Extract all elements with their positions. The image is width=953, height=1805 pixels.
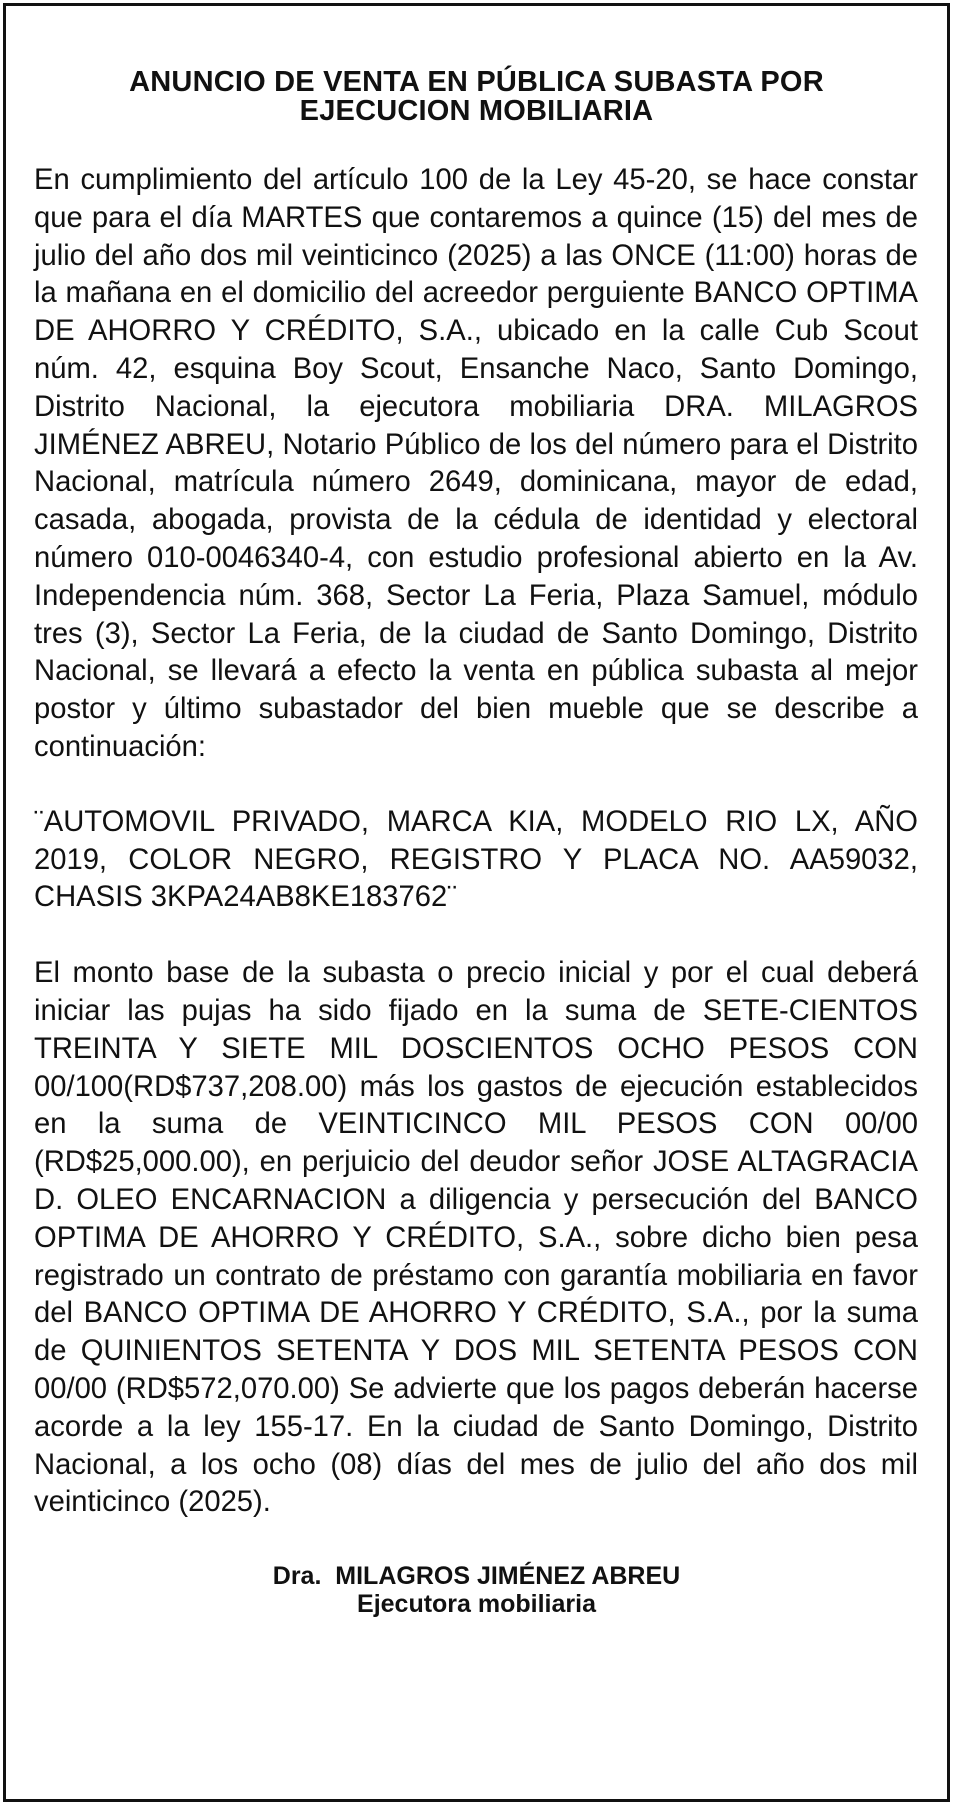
paragraph-amounts: El monto base de la subasta o precio inicial y por el cual deberá iniciar las pujas ha sido fijado en la suma de SETE-CIENTOS TREINTA Y SIETE MIL DOSCIENTOS OCHO PESOS CON 00/100(RD$737,208.00) más los gastos de ejecución establecidos en la suma de VEINTICINCO MIL PESOS CON 00/00 (RD$25,000.00), en perjuicio del deudor señor JOSE ALTAGRACIA D. OLEO ENCARNACION a diligencia y persecución del BANCO OPTIMA DE AHORRO Y CRÉDITO, S.A., sobre dicho bien pesa registrado un contrato de préstamo con garantía mobiliaria en favor del BANCO OPTIMA DE AHORRO Y CRÉDITO, S.A., por la suma de QUINIENTOS SETENTA Y DOS MIL SETENTA PESOS CON 00/00 (RD$572,070.00) Se advierte que los pagos deberán hacerse acorde a la ley 155-17. En la ciudad de Santo Domingo, Distrito Nacional, a los ocho (08) días del mes de julio del año dos mil veinticinco (2025). [34,957,918,1519]
notice-title [46,68,907,126]
signature-block [6,1562,947,1618]
notice-body [34,162,918,1522]
notice-box [3,3,950,1802]
signature-name: Dra. MILAGROS JIMÉNEZ ABREU [272,1562,681,1591]
paragraph-auction-details: En cumplimiento del artículo 100 de la Ley 45-20, se hace constar que para el día MARTES que contaremos a quince (15) del mes de julio del año dos mil veinticinco (2025) a las ONCE (11:00) horas de la mañana en el domicilio del acreedor perguiente BANCO OPTIMA DE AHORRO Y CRÉDITO, S.A., ubicado en la calle Cub Scout núm. 42, esquina Boy Scout, Ensanche Naco, Santo Domingo, Distrito Nacional, la ejecutora mobiliaria DRA. MILAGROS JIMÉNEZ ABREU, Notario Público de los del número para el Distrito Nacional, matrícula número 2649, dominicana, mayor de edad, casada, abogada, provista de la cédula de identidad y electoral número 010-0046340-4, con estudio profesional abierto en la Av. Independencia núm. 368, Sector La Feria, Plaza Samuel, módulo tres (3), Sector La Feria, de la ciudad de Santo Domingo, Distrito Nacional, se llevará a efecto la venta en pública subasta al mejor postor y último subastador del bien mueble que se describe a continuación: [34,164,918,763]
notice-title-line-1: ANUNCIO DE VENTA EN PÚBLICA SUBASTA POR [129,66,824,98]
paragraph-vehicle-description: ¨AUTOMOVIL PRIVADO, MARCA KIA, MODELO RIO LX, AÑO 2019, COLOR NEGRO, REGISTRO Y PLACA NO. AA59032, CHASIS 3KPA24AB8KE183762¨ [34,805,918,914]
notice-title-line-2: EJECUCION MOBILIARIA [299,95,654,127]
signature-role: Ejecutora mobiliaria [357,1590,596,1619]
